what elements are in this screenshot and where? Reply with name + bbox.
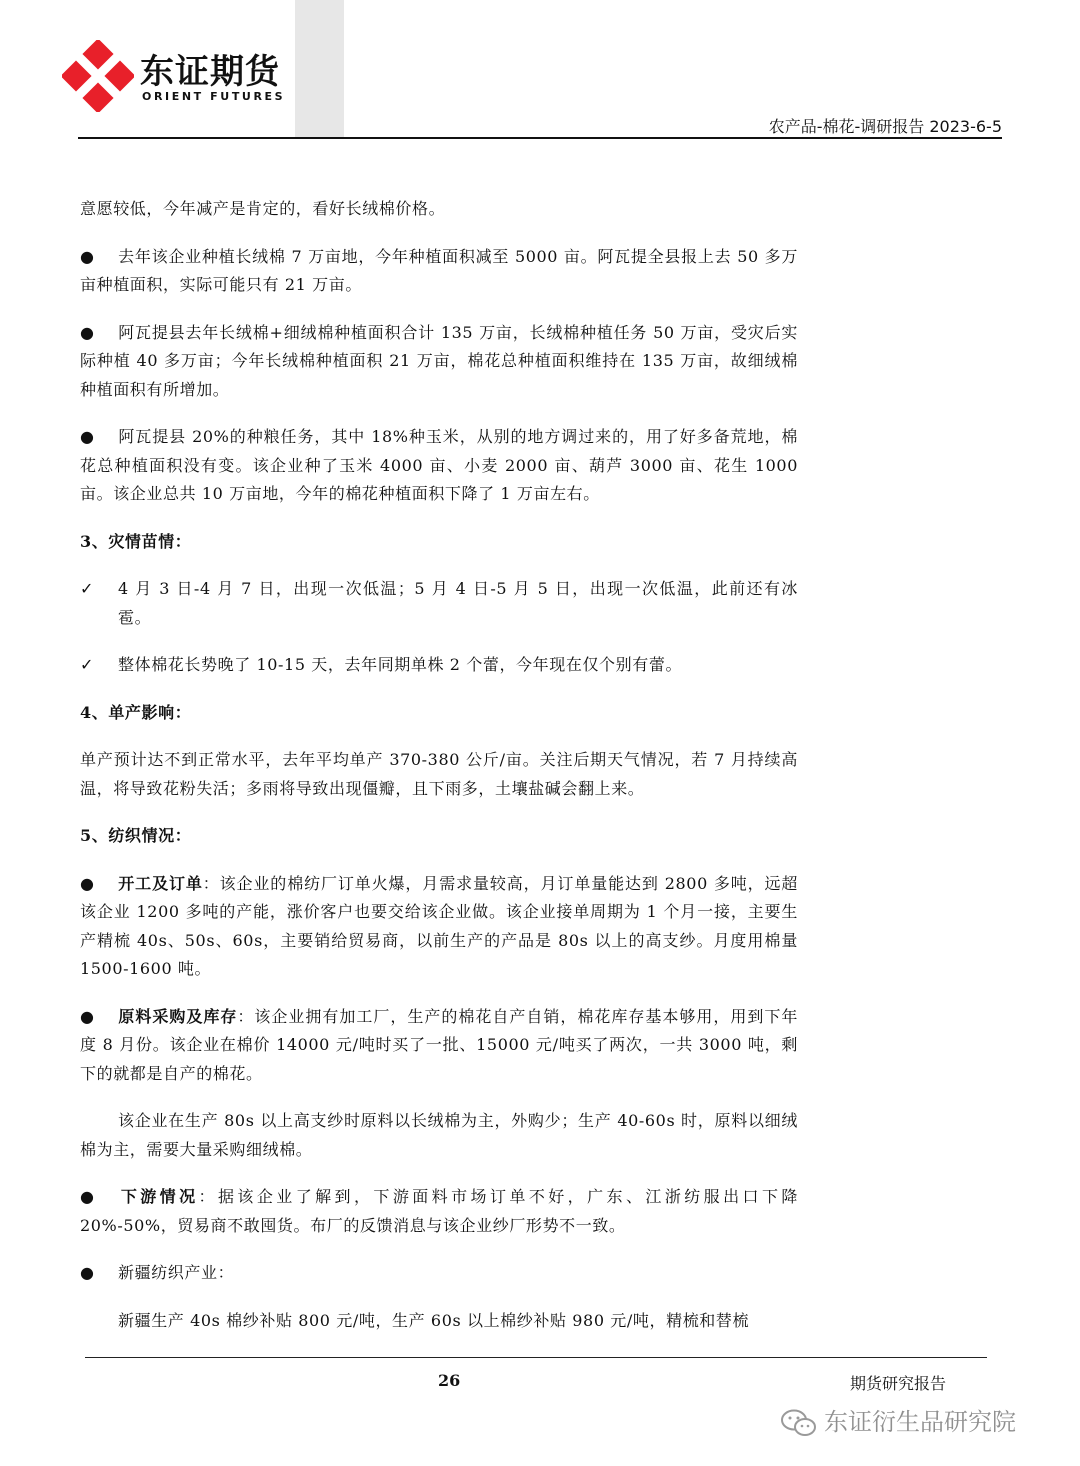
bullet-text: 阿瓦提县 20%的种粮任务，其中 18%种玉米，从别的地方调过来的，用了好多备荒地，棉花总种植面积没有变。该企业种了玉米 4000 亩、小麦 2000 亩、葫芦 3000 亩、花生 1000 亩。该企业总共 10 万亩地，今年的棉花种植面积下降了 1 万亩左右。 bbox=[80, 427, 798, 503]
bullet-item-grain-task bbox=[80, 423, 798, 509]
bullet-label: 原料采购及库存 bbox=[118, 1006, 238, 1026]
footer-divider bbox=[85, 1357, 987, 1358]
company-logo bbox=[62, 40, 292, 110]
bullet-text: ：据该企业了解到，下游面料市场订单不好，广东、江浙纺服出口下降 20%-50%，贸易商不敢囤货。布厂的反馈消息与该企业纱厂形势不一致。 bbox=[80, 1187, 798, 1235]
wechat-icon bbox=[780, 1408, 818, 1438]
check-item-low-temperature bbox=[80, 575, 798, 632]
bullet-icon: ● bbox=[80, 1263, 95, 1282]
bullet-icon: ● bbox=[80, 1006, 95, 1026]
watermark-text: 东证衍生品研究院 bbox=[824, 1408, 1016, 1436]
paragraph-yield: 单产预计达不到正常水平，去年平均单产 370-380 公斤/亩。关注后期天气情况，若 7 月持续高温，将导致花粉失活；多雨将导致出现僵瓣，且下雨多，土壤盐碱会翻上来。 bbox=[80, 750, 798, 798]
check-icon: ✓ bbox=[80, 655, 95, 674]
section-heading-disaster: 3、灾情苗情： bbox=[80, 531, 192, 551]
section-heading-yield: 4、单产影响： bbox=[80, 702, 192, 722]
paragraph-subsidy: 新疆生产 40s 棉纱补贴 800 元/吨，生产 60s 以上棉纱补贴 980 元/吨，精梳和替梳 bbox=[118, 1310, 750, 1330]
header-gray-band bbox=[295, 0, 344, 138]
paragraph-continued: 意愿较低，今年减产是肯定的，看好长绒棉价格。 bbox=[80, 199, 446, 218]
report-title: 农产品-棉花-调研报告 2023-6-5 bbox=[768, 117, 1002, 136]
check-item-growth bbox=[80, 651, 798, 680]
section-heading-textile: 5、纺织情况： bbox=[80, 826, 192, 845]
bullet-item-downstream bbox=[80, 1183, 798, 1240]
bullet-icon: ● bbox=[80, 427, 95, 446]
bullet-item-county-area bbox=[80, 319, 798, 405]
bullet-icon: ● bbox=[80, 1187, 95, 1206]
check-text: 4 月 3 日-4 月 7 日，出现一次低温；5 月 4 日-5 月 5 日，出现一次低温，此前还有冰雹。 bbox=[118, 579, 798, 627]
bullet-text: 去年该企业种植长绒棉 7 万亩地，今年种植面积减至 5000 亩。阿瓦提全县报上去 50 多万亩种植面积，实际可能只有 21 万亩。 bbox=[80, 246, 798, 294]
bullet-label: 开工及订单 bbox=[118, 873, 203, 893]
paragraph-raw-material: 该企业在生产 80s 以上高支纱时原料以长绒棉为主，外购少；生产 40-60s 时，原料以细绒棉为主，需要大量采购细绒棉。 bbox=[80, 1111, 798, 1159]
check-icon: ✓ bbox=[80, 579, 95, 598]
bullet-text: 新疆纺织产业： bbox=[118, 1263, 235, 1282]
orient-futures-logo-icon bbox=[62, 40, 134, 112]
bullet-item-orders bbox=[80, 870, 798, 984]
bullet-text: ：该企业拥有加工厂，生产的棉花自产自销，棉花库存基本够用，用到下年度 8 月份。该企业在棉价 14000 元/吨时买了一批、15000 元/吨买了两次，一共 3000 吨，剩下的就都是自产的棉花。 bbox=[80, 1006, 798, 1083]
bullet-item-inventory bbox=[80, 1003, 798, 1089]
report-body bbox=[80, 195, 798, 1354]
bullet-label: 下游情况 bbox=[118, 1187, 199, 1206]
bullet-icon: ● bbox=[80, 873, 95, 893]
bullet-text: 阿瓦提县去年长绒棉+细绒棉种植面积合计 135 万亩，长绒棉种植任务 50 万亩，受灾后实际种植 40 多万亩；今年长绒棉种植面积 21 万亩，棉花总种植面积维持在 135 万亩，故细绒棉种植面积有所增加。 bbox=[80, 322, 798, 399]
bullet-text: ：该企业的棉纺厂订单火爆，月需求量较高，月订单量能达到 2800 多吨，远超该企业 1200 多吨的产能，涨价客户也要交给该企业做。该企业接单周期为 1 个月一接，主要生产精梳 40s、50s、60s，主要销给贸易商，以前生产的产品是 80s 以上的高支纱。月度用棉量 1500-1600 吨。 bbox=[80, 873, 798, 978]
bullet-item-planting-area bbox=[80, 243, 798, 300]
bullet-icon: ● bbox=[80, 322, 95, 342]
wechat-watermark bbox=[780, 1402, 1016, 1438]
page-number: 26 bbox=[438, 1371, 461, 1390]
header-divider bbox=[78, 137, 1002, 139]
bullet-item-xinjiang bbox=[80, 1259, 798, 1288]
check-text: 整体棉花长势晚了 10-15 天，去年同期单株 2 个蕾，今年现在仅个别有蕾。 bbox=[118, 655, 683, 674]
bullet-icon: ● bbox=[80, 246, 95, 266]
logo-chinese-name: 东证期货 bbox=[140, 52, 280, 92]
footer-label: 期货研究报告 bbox=[850, 1374, 947, 1393]
logo-english-name: ORIENT FUTURES bbox=[142, 90, 286, 103]
